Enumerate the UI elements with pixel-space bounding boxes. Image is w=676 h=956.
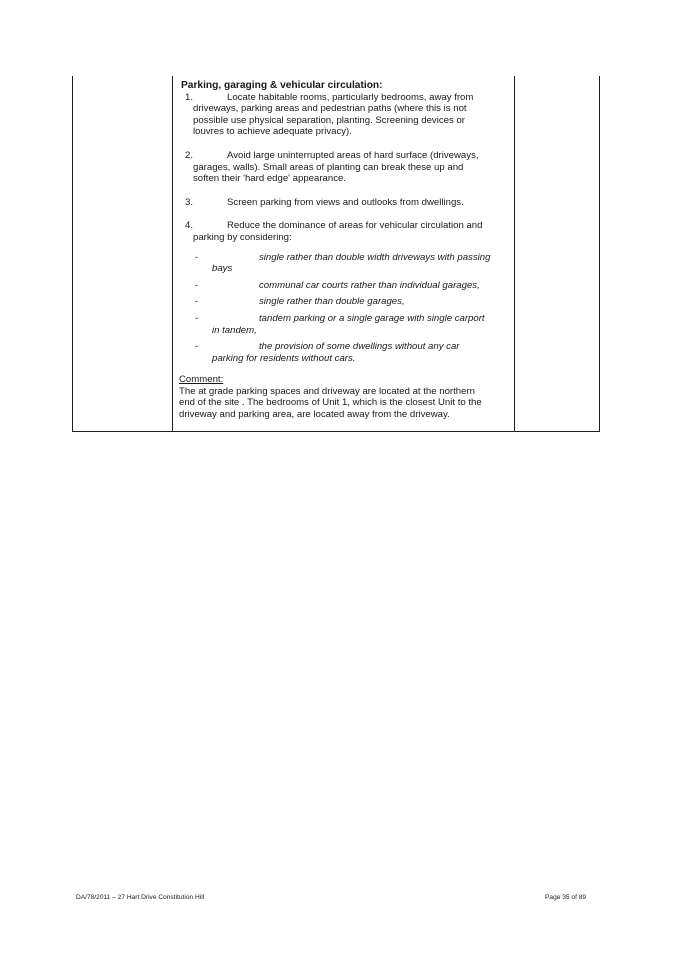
- list-item: [179, 296, 509, 308]
- item-text: soften their 'hard edge' appearance.: [193, 173, 347, 185]
- table-column-divider-1: [172, 76, 173, 432]
- item-text: driveways, parking areas and pedestrian paths (where this is not: [193, 103, 467, 115]
- list-item-4: [185, 220, 509, 243]
- bullet-text: the provision of some dwellings without any car: [259, 341, 460, 353]
- section-heading: Parking, garaging & vehicular circulation:: [181, 80, 383, 91]
- item-number: 4.: [185, 220, 194, 232]
- list-item-2: [185, 149, 509, 185]
- bullet-text: communal car courts rather than individual garages,: [259, 279, 480, 291]
- table-bottom-border: [72, 431, 600, 432]
- table-right-border: [599, 76, 600, 432]
- item-text: garages, walls). Small areas of planting can break these up and: [193, 161, 464, 173]
- bullet-dash: -: [195, 296, 199, 308]
- item-text: parking by considering:: [193, 231, 292, 243]
- item-text: Locate habitable rooms, particularly bedrooms, away from: [227, 91, 474, 103]
- bullet-dash: -: [195, 251, 199, 263]
- item-number: 3.: [185, 196, 194, 208]
- table-left-border: [72, 76, 73, 432]
- bullet-text: single rather than double garages,: [259, 296, 405, 308]
- footer-page-number: Page 35 of 89: [545, 894, 587, 901]
- item-text: possible use physical separation, planting. Screening devices or: [193, 114, 465, 126]
- footer-reference: DA/78/2011 – 27 Hart Drive Constitution Hill: [76, 894, 205, 901]
- list-item: [179, 313, 509, 336]
- comment-line: driveway and parking area, are located away from the driveway.: [179, 409, 450, 421]
- bullet-dash: -: [195, 341, 199, 353]
- list-item-1: [185, 91, 509, 138]
- parking-section: [179, 80, 509, 421]
- list-item-3: [185, 196, 509, 209]
- item-text: Screen parking from views and outlooks from dwellings.: [227, 196, 464, 208]
- bullet-text: in tandem,: [212, 324, 257, 336]
- considerations-list: [179, 252, 509, 365]
- comment-line: end of the site . The bedrooms of Unit 1, which is the closest Unit to the: [179, 397, 482, 409]
- list-item: [179, 280, 509, 292]
- list-item: [179, 341, 509, 364]
- bullet-text: bays: [212, 263, 233, 275]
- comment-label: Comment:: [179, 374, 224, 386]
- item-number: 2.: [185, 149, 194, 161]
- item-text: Avoid large uninterrupted areas of hard surface (driveways,: [227, 149, 479, 161]
- item-number: 1.: [185, 91, 194, 103]
- comment-line: The at grade parking spaces and driveway are located at the northern: [179, 385, 475, 397]
- item-text: louvres to achieve adequate privacy).: [193, 126, 352, 138]
- bullet-dash: -: [195, 279, 199, 291]
- bullet-text: parking for residents without cars.: [212, 352, 356, 364]
- item-text: Reduce the dominance of areas for vehicular circulation and: [227, 220, 483, 232]
- table-column-divider-2: [514, 76, 515, 432]
- list-item: [179, 252, 509, 275]
- comment-text: [179, 386, 509, 421]
- bullet-text: single rather than double width driveways with passing: [259, 251, 491, 263]
- bullet-dash: -: [195, 312, 199, 324]
- bullet-text: tandem parking or a single garage with single carport: [259, 312, 485, 324]
